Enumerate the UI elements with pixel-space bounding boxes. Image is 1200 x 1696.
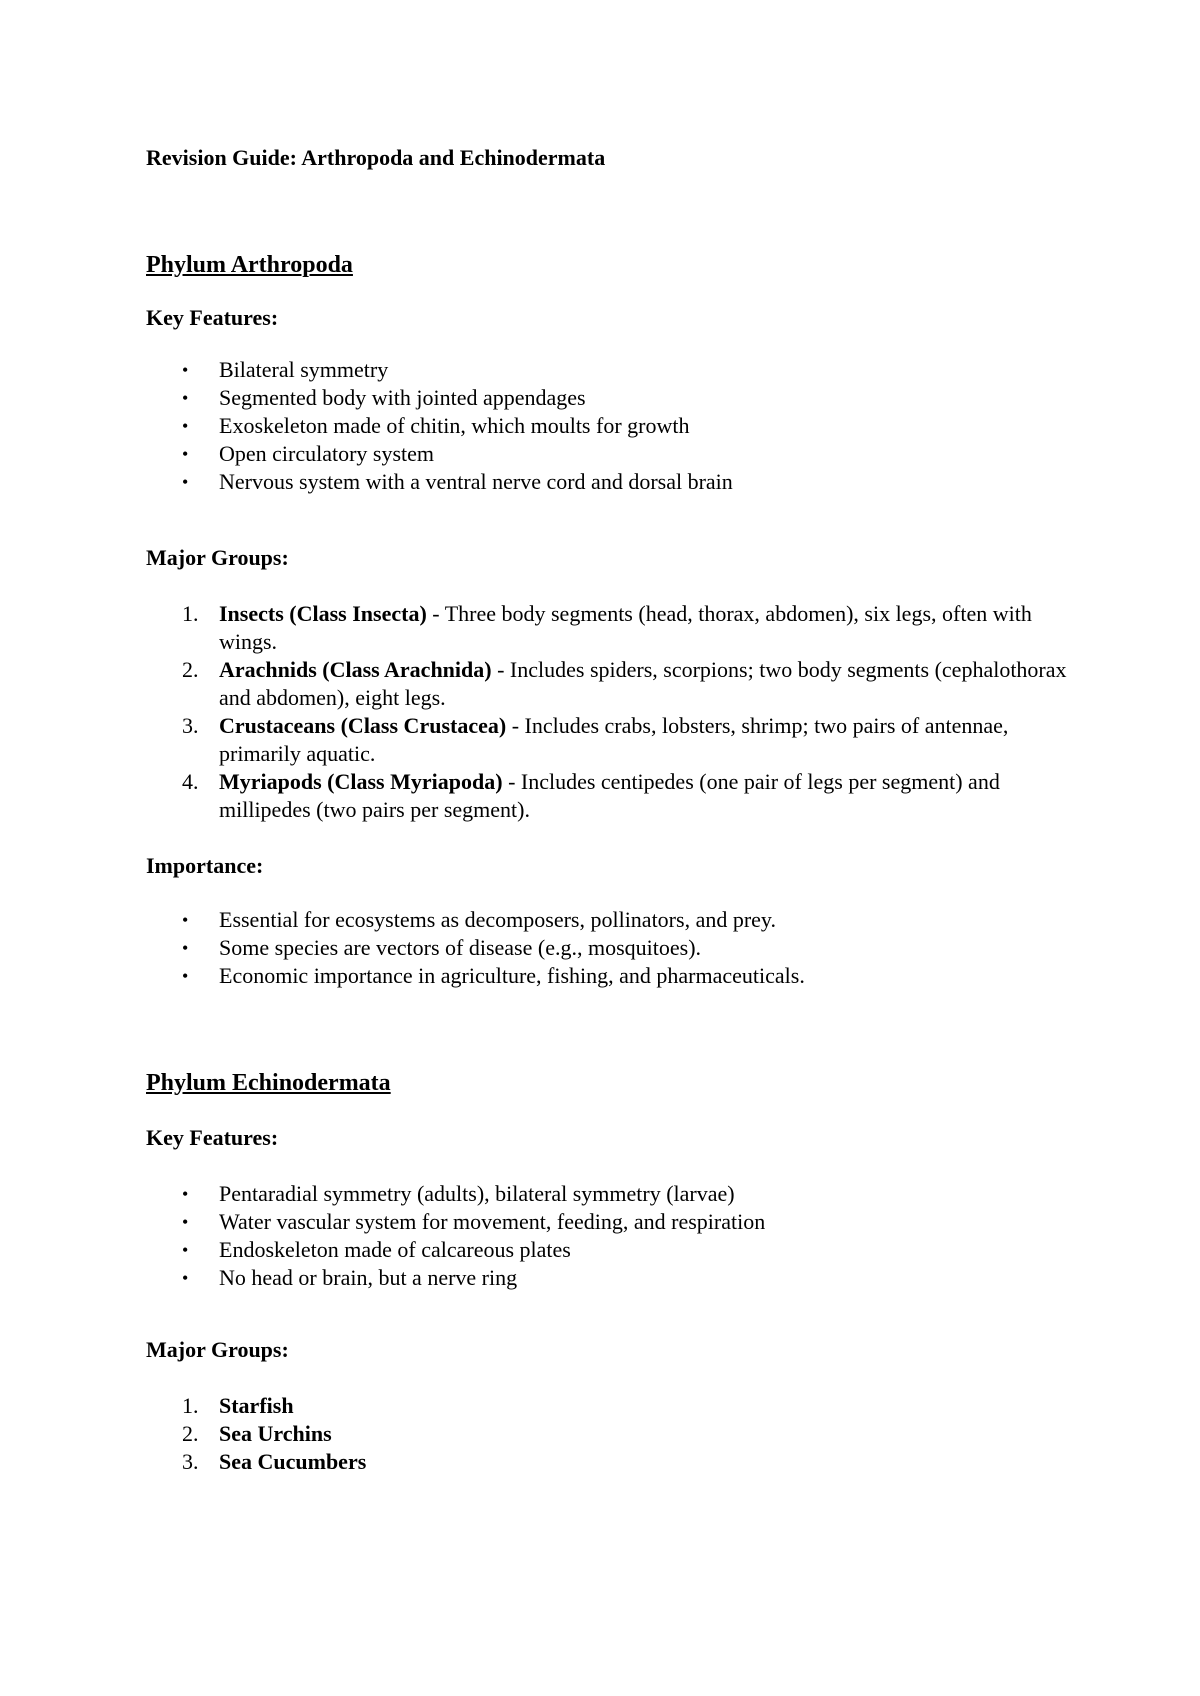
list-item: • Bilateral symmetry [182, 357, 389, 382]
bullet-icon: • [182, 1268, 189, 1288]
list-item: • Open circulatory system [182, 441, 435, 466]
list-item: • Water vascular system for movement, feeding, and respiration [182, 1209, 766, 1234]
list-item: • Segmented body with jointed appendages [182, 385, 586, 410]
arthropoda-key-features-list [146, 356, 1089, 496]
bullet-icon: • [182, 416, 189, 436]
bullet-icon: • [182, 966, 189, 986]
arthropoda-importance-list [146, 906, 1089, 990]
list-item: • Economic importance in agriculture, fishing, and pharmaceuticals. [182, 963, 805, 988]
echinodermata-major-groups-heading: Major Groups: [146, 1337, 289, 1362]
echinodermata-heading: Phylum Echinodermata [146, 1070, 391, 1096]
list-item: 3. Sea Cucumbers [182, 1449, 367, 1474]
arthropoda-heading: Phylum Arthropoda [146, 252, 353, 278]
bullet-icon: • [182, 388, 189, 408]
bullet-icon: • [182, 1240, 189, 1260]
arthropoda-importance-heading: Importance: [146, 853, 264, 878]
bullet-icon: • [182, 938, 189, 958]
list-item: • Essential for ecosystems as decomposers, pollinators, and prey. [182, 907, 776, 932]
list-item: 1. Insects (Class Insecta) - Three body segments (head, thorax, abdomen), six legs, often with wings. [182, 601, 1032, 654]
list-item: 2. Sea Urchins [182, 1421, 332, 1446]
bullet-icon: • [182, 1184, 189, 1204]
list-item: • Pentaradial symmetry (adults), bilateral symmetry (larvae) [182, 1181, 735, 1206]
echinodermata-key-features-list [146, 1180, 1089, 1292]
list-item: 4. Myriapods (Class Myriapoda) - Includes centipedes (one pair of legs per segment) and millipedes (two pairs per segment). [182, 769, 1000, 822]
list-item: • Endoskeleton made of calcareous plates [182, 1237, 571, 1262]
echinodermata-major-groups-list [146, 1392, 1089, 1476]
bullet-icon: • [182, 444, 189, 464]
bullet-icon: • [182, 1212, 189, 1232]
document-title: Revision Guide: Arthropoda and Echinodermata [146, 145, 606, 170]
bullet-icon: • [182, 472, 189, 492]
list-item: • No head or brain, but a nerve ring [182, 1265, 518, 1290]
bullet-icon: • [182, 360, 189, 380]
bullet-icon: • [182, 910, 189, 930]
arthropoda-major-groups-list [146, 600, 1089, 824]
list-item: 3. Crustaceans (Class Crustacea) - Includes crabs, lobsters, shrimp; two pairs of antennae, primarily aquatic. [182, 713, 1009, 766]
list-item: 1. Starfish [182, 1393, 294, 1418]
arthropoda-major-groups-heading: Major Groups: [146, 545, 289, 570]
list-item: • Nervous system with a ventral nerve cord and dorsal brain [182, 469, 733, 494]
echinodermata-key-features-heading: Key Features: [146, 1125, 279, 1150]
list-item: • Exoskeleton made of chitin, which moults for growth [182, 413, 690, 438]
arthropoda-key-features-heading: Key Features: [146, 305, 279, 330]
list-item: 2. Arachnids (Class Arachnida) - Includes spiders, scorpions; two body segments (cephalothorax and abdomen), eight legs. [182, 657, 1067, 710]
list-item: • Some species are vectors of disease (e.g., mosquitoes). [182, 935, 702, 960]
